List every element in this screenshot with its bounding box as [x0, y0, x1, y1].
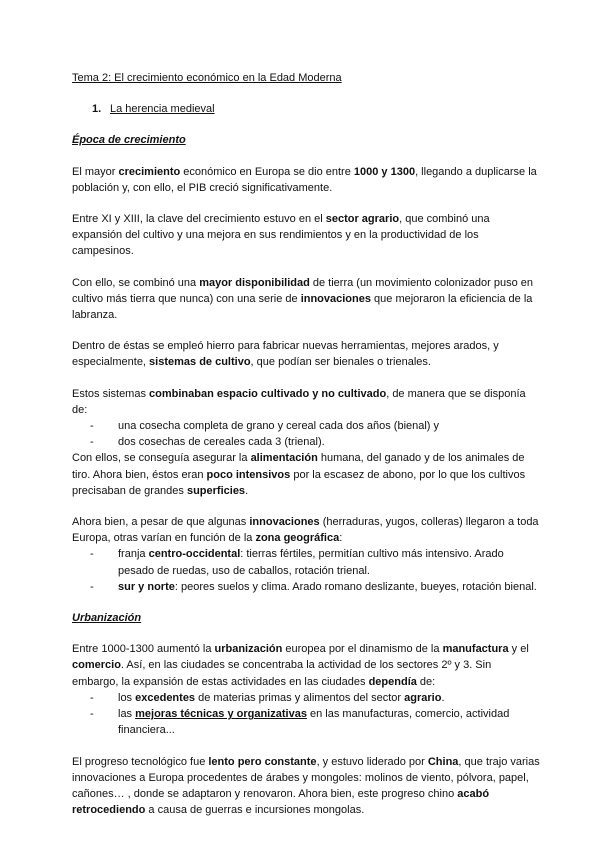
- list-item: - sur y norte: peores suelos y clima. Arado romano deslizante, bueyes, rotación bienal.: [72, 579, 540, 595]
- section-title-crecimiento-text: Época de crecimiento: [72, 134, 186, 147]
- list-item: - los excedentes de materias primas y alimentos del sector agrario.: [72, 690, 540, 706]
- paragraph-4: Dentro de éstas se empleó hierro para fabricar nuevas herramientas, mejores arados, y especialmente, sistemas de cultivo, que podían ser bienales o trienales.: [72, 340, 499, 369]
- list-dependencias: [72, 690, 540, 739]
- paragraph-6: Con ellos, se conseguía asegurar la alimentación humana, del ganado y de los animales de tiro. Ahora bien, éstos eran poco intensivos por la escasez de abono, por lo que los cultivos precisaban de grandes superficies.: [72, 452, 526, 497]
- page-title-text: Tema 2: El crecimiento económico en la Edad Moderna: [72, 72, 342, 84]
- list-zonas: [72, 546, 540, 595]
- page-title: [72, 70, 540, 86]
- dash-marker: -: [90, 580, 94, 593]
- paragraph-2: Entre XI y XIII, la clave del crecimiento estuvo en el sector agrario, que combinó una expansión del cultivo y una mejora en sus rendimientos y en la productividad de los campesinos.: [72, 213, 490, 258]
- list-item: - una cosecha completa de grano y cereal cada dos años (bienal) y: [72, 418, 540, 434]
- subheading-text: La herencia medieval: [110, 103, 215, 116]
- paragraph-7: Ahora bien, a pesar de que algunas innovaciones (herraduras, yugos, colleras) llegaron a toda Europa, otras varían en función de la zona geográfica:: [72, 516, 539, 545]
- paragraph-8: Entre 1000-1300 aumentó la urbanización europea por el dinamismo de la manufactura y el comercio. Así, en las ciudades se concentraba la actividad de los sectores 2º y 3. Sin embargo, la expansión de estas actividades en las ciudades dependía de:: [72, 643, 529, 688]
- subheading: [72, 101, 540, 117]
- dash-marker: -: [90, 436, 94, 449]
- dash-marker: -: [90, 691, 94, 704]
- list-item: - dos cosechas de cereales cada 3 (trienal).: [72, 434, 540, 450]
- section-title-crecimiento: [72, 132, 540, 148]
- dash-marker: -: [90, 708, 94, 721]
- paragraph-1: El mayor crecimiento económico en Europa se dio entre 1000 y 1300, llegando a duplicarse la población y, con ello, el PIB creció significativamente.: [72, 165, 537, 194]
- paragraph-5: Estos sistemas combinaban espacio cultivado y no cultivado, de manera que se disponía de:: [72, 387, 526, 416]
- subheading-number: 1.: [92, 103, 102, 116]
- list-item: - las mejoras técnicas y organizativas en las manufacturas, comercio, actividad financiera...: [90, 708, 510, 737]
- list-sistemas: [72, 418, 540, 450]
- paragraph-3: Con ello, se combinó una mayor disponibilidad de tierra (un movimiento colonizador puso en cultivo más tierra que nunca) con una serie de innovaciones que mejoraron la eficiencia de la labranza.: [72, 276, 533, 322]
- paragraph-9: El progreso tecnológico fue lento pero constante, y estuvo liderado por China, que trajo varias innovaciones a Europa procedentes de árabes y mongoles: molinos de viento, pólvora, papel, cañones… , donde se adaptaron y renovaron. Ahora bien, este progreso chino acabó retrocediendo a causa de guerras e incursiones mongolas.: [72, 755, 540, 817]
- section-title-urbanizacion: [72, 610, 540, 626]
- section-title-urbanizacion-text: Urbanización: [72, 612, 142, 625]
- dash-marker: -: [90, 548, 94, 561]
- list-item: - franja centro-occidental: tierras fértiles, permitían cultivo más intensivo. Arado pesado de ruedas, uso de caballos, rotación trienal.: [90, 548, 504, 577]
- dash-marker: -: [90, 420, 94, 433]
